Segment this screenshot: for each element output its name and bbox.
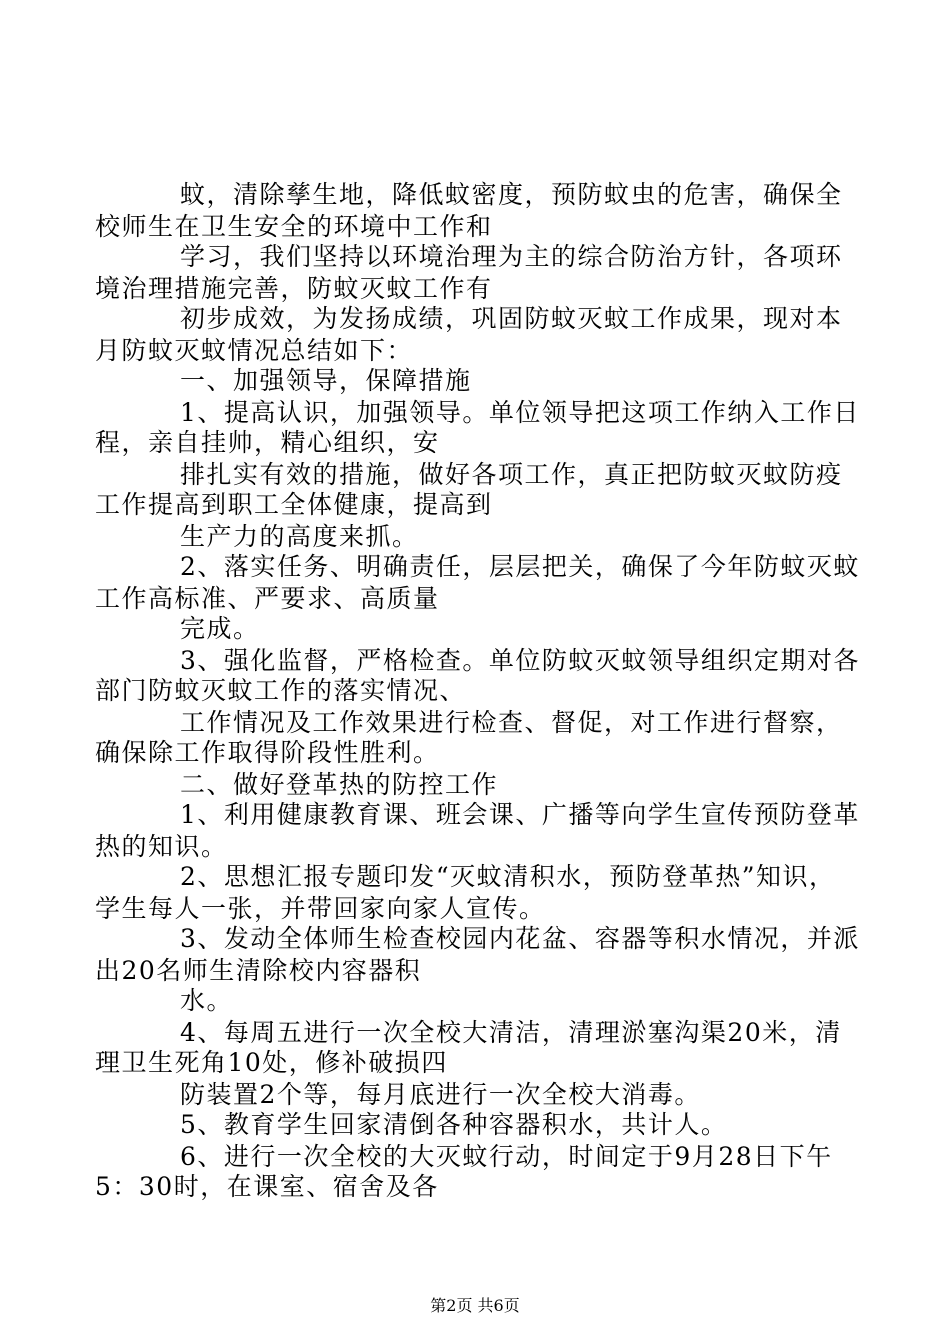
text-line: 热的知识。: [95, 832, 228, 861]
text-line: 月防蚊灭蚊情况总结如下：: [95, 336, 414, 365]
text-line: 3、强化监督，严格检查。单位防蚊灭蚊领导组织定期对各: [180, 646, 860, 675]
text-line: 工作情况及工作效果进行检查、督促，对工作进行督察，: [180, 708, 843, 737]
text-line: 3、发动全体师生检查校园内花盆、容器等积水情况，并派: [180, 924, 860, 953]
text-line: 2、思想汇报专题印发“灭蚊清积水，预防登革热”知识，: [180, 862, 836, 891]
text-line: 一、加强领导，保障措施: [180, 366, 472, 395]
text-line: 蚊，清除孳生地，降低蚊密度，预防蚊虫的危害，确保全: [180, 180, 843, 209]
text-line: 5：30时，在课室、宿舍及各: [95, 1172, 439, 1201]
text-line: 部门防蚊灭蚊工作的落实情况、: [95, 676, 467, 705]
text-line: 工作提高到职工全体健康，提高到: [95, 490, 493, 519]
text-line: 1、利用健康教育课、班会课、广播等向学生宣传预防登革: [180, 800, 860, 829]
text-line: 完成。: [180, 614, 260, 643]
text-line: 1、提高认识，加强领导。单位领导把这项工作纳入工作日: [180, 398, 860, 427]
text-line: 出20名师生清除校内容器积: [95, 956, 422, 985]
text-line: 水。: [180, 986, 234, 1015]
text-line: 二、做好登革热的防控工作: [180, 770, 499, 799]
text-line: 境治理措施完善，防蚊灭蚊工作有: [95, 274, 493, 303]
text-line: 学习，我们坚持以环境治理为主的综合防治方针，各项环: [180, 242, 843, 271]
text-line: 6、进行一次全校的大灭蚊行动，时间定于9月28日下午: [180, 1142, 833, 1171]
page-number: 第2页 共6页: [430, 1296, 520, 1315]
text-line: 排扎实有效的措施，做好各项工作，真正把防蚊灭蚊防疫: [180, 460, 843, 489]
text-line: 生产力的高度来抓。: [180, 522, 419, 551]
text-line: 2、落实任务、明确责任，层层把关，确保了今年防蚊灭蚊: [180, 552, 860, 581]
text-line: 工作高标准、严要求、高质量: [95, 584, 440, 613]
text-line: 校师生在卫生安全的环境中工作和: [95, 212, 493, 241]
text-line: 确保除工作取得阶段性胜利。: [95, 738, 440, 767]
text-line: 防装置2个等，每月底进行一次全校大消毒。: [180, 1080, 701, 1109]
text-line: 程，亲自挂帅，精心组织，安: [95, 428, 440, 457]
text-line: 5、教育学生回家清倒各种容器积水，共计人。: [180, 1110, 728, 1139]
text-line: 4、每周五进行一次全校大清洁，清理淤塞沟渠20米，清: [180, 1018, 842, 1047]
text-line: 学生每人一张，并带回家向家人宣传。: [95, 894, 546, 923]
text-line: 初步成效，为发扬成绩，巩固防蚊灭蚊工作成果，现对本: [180, 304, 843, 333]
text-line: 理卫生死角10处，修补破损四: [95, 1048, 448, 1077]
